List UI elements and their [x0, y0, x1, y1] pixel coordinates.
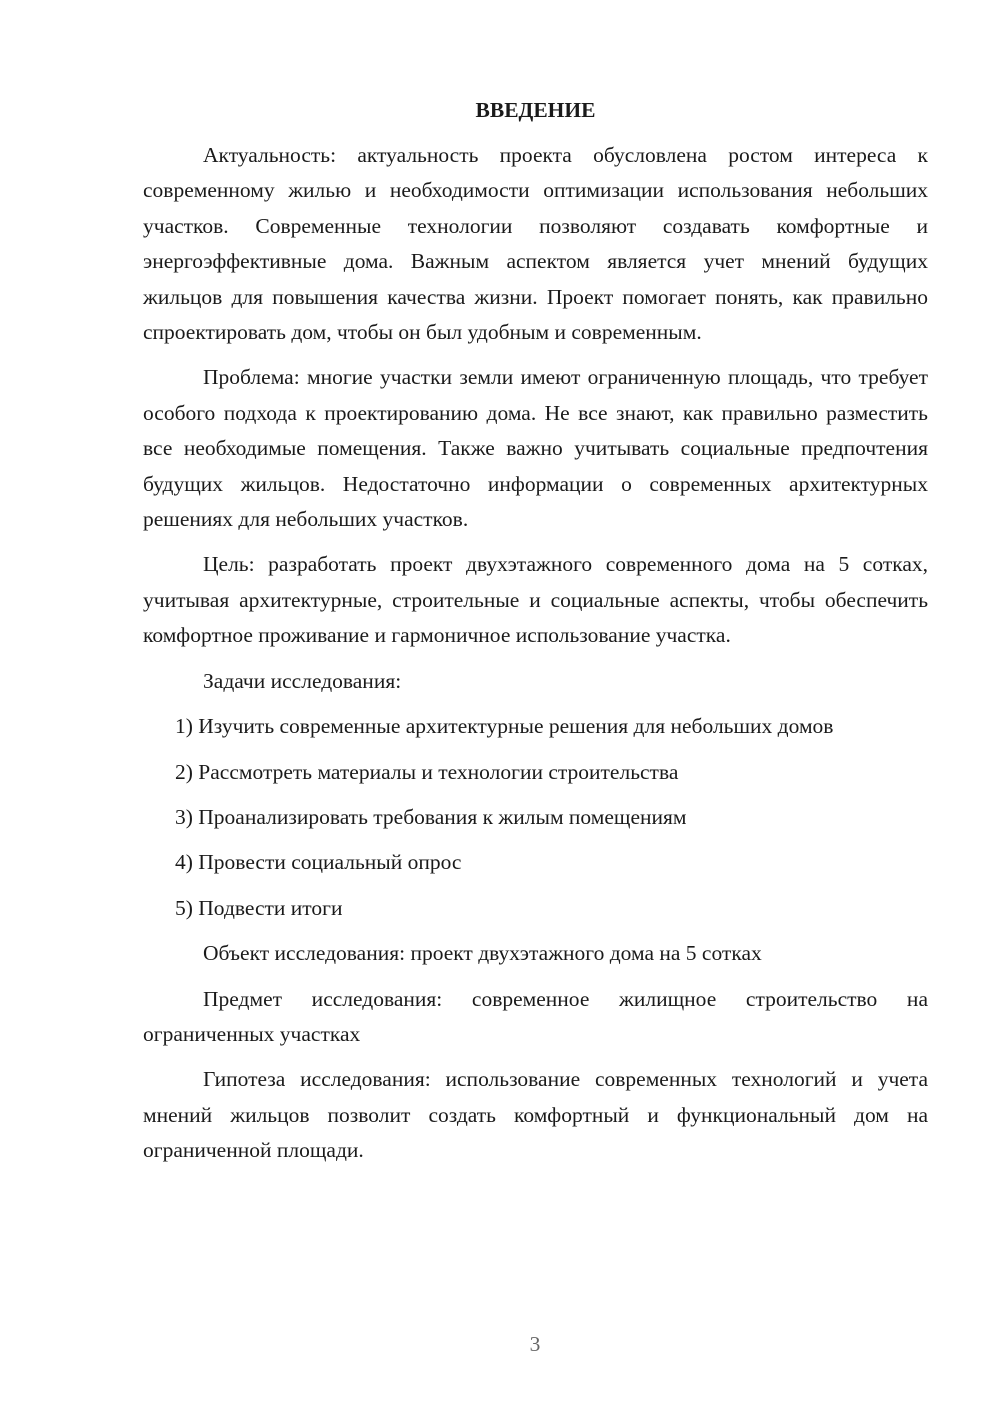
- hypothesis-paragraph: Гипотеза исследования: использование современных технологий и учета мнений жильцов позволит создать комфортный и функциональный дом на ограниченной площади.: [143, 1067, 928, 1163]
- task-item-4: 4) Провести социальный опрос: [175, 850, 462, 875]
- section-title: ВВЕДЕНИЕ: [475, 98, 596, 122]
- task-item-3: 3) Проанализировать требования к жилым помещениям: [175, 804, 687, 829]
- task-item-2: 2) Рассмотреть материалы и технологии строительства: [175, 759, 679, 784]
- tasks-heading: Задачи исследования:: [203, 668, 402, 693]
- relevance-paragraph: Актуальность: актуальность проекта обусловлена ростом интереса к современному жилью и необходимости оптимизации использования небольших участков. Современные технологии позволяют создавать комфортные и энергоэффективные дома. Важным аспектом является учет мнений будущих жильцов для повышения качества жизни. Проект помогает понять, как правильно спроектировать дом, чтобы он был удобным и современным.: [143, 143, 928, 345]
- subject-paragraph: Предмет исследования: современное жилищное строительство на ограниченных участках: [143, 986, 928, 1046]
- task-item-5: 5) Подвести итоги: [175, 895, 343, 920]
- task-item-1: 1) Изучить современные архитектурные решения для небольших домов: [175, 714, 834, 739]
- problem-paragraph: Проблема: многие участки земли имеют ограниченную площадь, что требует особого подхода к проектированию дома. Не все знают, как правильно разместить все необходимые помещения. Также важно учитывать социальные предпочтения будущих жильцов. Недостаточно информации о современных архитектурных решениях для небольших участков.: [143, 365, 928, 532]
- page-number: 3: [529, 1332, 541, 1356]
- document-page: [143, 90, 928, 1179]
- goal-paragraph: Цель: разработать проект двухэтажного современного дома на 5 сотках, учитывая архитектурные, строительные и социальные аспекты, чтобы обеспечить комфортное проживание и гармоничное использование участка.: [143, 552, 928, 648]
- object-paragraph: Объект исследования: проект двухэтажного дома на 5 сотках: [203, 941, 762, 966]
